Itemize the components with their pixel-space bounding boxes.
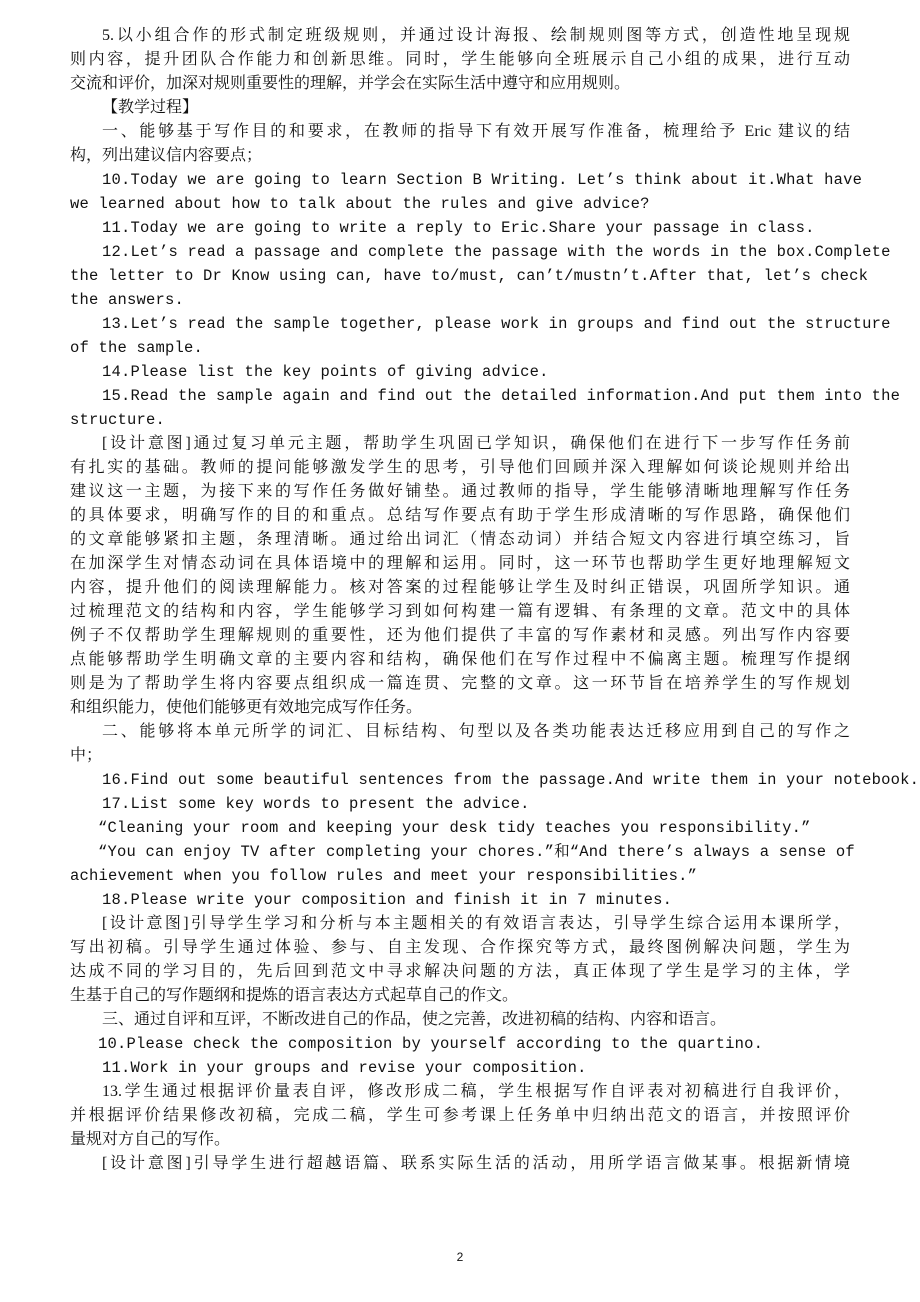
text-line: 建议这一主题，为接下来的写作任务做好铺垫。通过教师的指导，学生能够清晰地理解写作任务	[70, 483, 850, 500]
paragraph	[70, 432, 850, 720]
text-line: 16.Find out some beautiful sentences from the passage.And write them in your notebook.	[102, 771, 920, 789]
paragraph	[70, 96, 850, 120]
paragraph	[70, 792, 850, 816]
paragraph	[70, 1152, 850, 1176]
paragraph	[70, 384, 901, 432]
text-line: 17.List some key words to present the advice.	[102, 795, 530, 813]
text-line: 并根据评价结果修改初稿，完成二稿，学生可参考课上任务单中归纳出范文的语言，并按照评价	[70, 1107, 850, 1124]
text-line: “You can enjoy TV after completing your chores.”和“And there’s always a sense of	[98, 843, 855, 861]
text-line: 有扎实的基础。教师的提问能够激发学生的思考，引导他们回顾并深入理解如何谈论规则并给出	[70, 459, 850, 476]
text-line: 15.Read the sample again and find out the detailed information.And put them into the	[102, 387, 901, 405]
text-line: the answers.	[70, 291, 185, 309]
paragraph	[70, 216, 850, 240]
text-line: 内容，提升他们的阅读理解能力。核对答案的过程能够让学生及时纠正错误，巩固所学知识。通	[70, 579, 850, 596]
text-line: the letter to Dr Know using can, have to/must, can’t/mustn’t.After that, let’s check	[70, 267, 869, 285]
paragraph	[70, 240, 891, 312]
paragraph	[70, 360, 850, 384]
paragraph	[70, 816, 850, 840]
text-line: 13.学生通过根据评价量表自评，修改形成二稿，学生根据写作自评表对初稿进行自我评价，	[102, 1083, 850, 1100]
text-line: 则是为了帮助学生将内容要点组织成一篇连贯、完整的文章。这一环节旨在培养学生的写作规划	[70, 675, 850, 692]
text-line: 量规对方自己的写作。	[70, 1131, 231, 1148]
paragraph	[70, 840, 855, 888]
text-line: 二、能够将本单元所学的词汇、目标结构、句型以及各类功能表达迁移应用到自己的写作之	[102, 723, 850, 740]
text-line: 的文章能够紧扣主题，条理清晰。通过给出词汇（情态动词）并结合短文内容进行填空练习，旨	[70, 531, 850, 548]
text-line: 14.Please list the key points of giving advice.	[102, 363, 549, 381]
text-line: 10.Today we are going to learn Section B Writing. Let’s think about it.What have	[102, 171, 863, 189]
text-line: 11.Work in your groups and revise your composition.	[102, 1059, 587, 1077]
text-line: of the sample.	[70, 339, 204, 357]
text-line: 达成不同的学习目的，先后回到范文中寻求解决问题的方法，真正体现了学生是学习的主体，学	[70, 963, 850, 980]
text-line: [设计意图]引导学生进行超越语篇、联系实际生活的活动，用所学语言做某事。根据新情境	[102, 1155, 850, 1172]
text-line: 12.Let’s read a passage and complete the passage with the words in the box.Complete	[102, 243, 891, 261]
text-line: we learned about how to talk about the rules and give advice?	[70, 195, 650, 213]
paragraph	[70, 1008, 850, 1032]
text-line: 11.Today we are going to write a reply to Eric.Share your passage in class.	[102, 219, 815, 237]
page-number: 2	[456, 1250, 464, 1264]
paragraph	[70, 912, 850, 1008]
text-line: [设计意图]通过复习单元主题，帮助学生巩固已学知识，确保他们在进行下一步写作任务前	[102, 435, 850, 452]
text-line: 和组织能力，使他们能够更有效地完成写作任务。	[70, 699, 423, 716]
paragraph	[70, 120, 850, 168]
text-line: 交流和评价，加深对规则重要性的理解，并学会在实际生活中遵守和应用规则。	[70, 75, 631, 92]
text-line: 10.Please check the composition by yourself according to the quartino.	[98, 1035, 764, 1053]
text-line: 5.以小组合作的形式制定班级规则，并通过设计海报、绘制规则图等方式，创造性地呈现规	[102, 27, 850, 44]
text-line: 例子不仅帮助学生理解规则的重要性，还为他们提供了丰富的写作素材和灵感。列出写作内容要	[70, 627, 850, 644]
text-line: “Cleaning your room and keeping your desk tidy teaches you responsibility.”	[98, 819, 811, 837]
text-line: 写出初稿。引导学生通过体验、参与、自主发现、合作探究等方式，最终图例解决问题，学生为	[70, 939, 850, 956]
paragraph	[70, 24, 850, 96]
text-line: 则内容，提升团队合作能力和创新思维。同时，学生能够向全班展示自己小组的成果，进行互动	[70, 51, 850, 68]
text-line: [设计意图]引导学生学习和分析与本主题相关的有效语言表达，引导学生综合运用本课所学，	[102, 915, 850, 932]
document-body	[70, 24, 920, 1176]
paragraph	[70, 312, 891, 360]
paragraph	[70, 720, 850, 768]
paragraph	[70, 1032, 850, 1056]
text-line: 【教学过程】	[102, 99, 199, 116]
text-line: 13.Let’s read the sample together, please work in groups and find out the structure	[102, 315, 891, 333]
text-line: 18.Please write your composition and finish it in 7 minutes.	[102, 891, 673, 909]
text-line: 一、能够基于写作目的和要求，在教师的指导下有效开展写作准备，梳理给予 Eric 建议的结	[102, 123, 850, 140]
text-line: 中；	[70, 747, 103, 764]
text-line: 构，列出建议信内容要点；	[70, 147, 263, 164]
text-line: 在加深学生对情态动词在具体语境中的理解和运用。同时，这一环节也帮助学生更好地理解短文	[70, 555, 850, 572]
paragraph	[70, 768, 920, 792]
text-line: achievement when you follow rules and meet your responsibilities.”	[70, 867, 698, 885]
paragraph	[70, 888, 850, 912]
text-line: 过梳理范文的结构和内容，学生能够学习到如何构建一篇有逻辑、有条理的文章。范文中的具体	[70, 603, 850, 620]
paragraph	[70, 1080, 850, 1152]
text-line: 的具体要求，明确写作的目的和重点。总结写作要点有助于学生形成清晰的写作思路，确保他们	[70, 507, 850, 524]
text-line: 三、通过自评和互评，不断改进自己的作品，使之完善，改进初稿的结构、内容和语言。	[102, 1011, 727, 1028]
paragraph	[70, 1056, 850, 1080]
text-line: 生基于自己的写作题纲和提炼的语言表达方式起草自己的作文。	[70, 987, 519, 1004]
paragraph	[70, 168, 863, 216]
text-line: structure.	[70, 411, 166, 429]
text-line: 点能够帮助学生明确文章的主要内容和结构，确保他们在写作过程中不偏离主题。梳理写作提纲	[70, 651, 850, 668]
